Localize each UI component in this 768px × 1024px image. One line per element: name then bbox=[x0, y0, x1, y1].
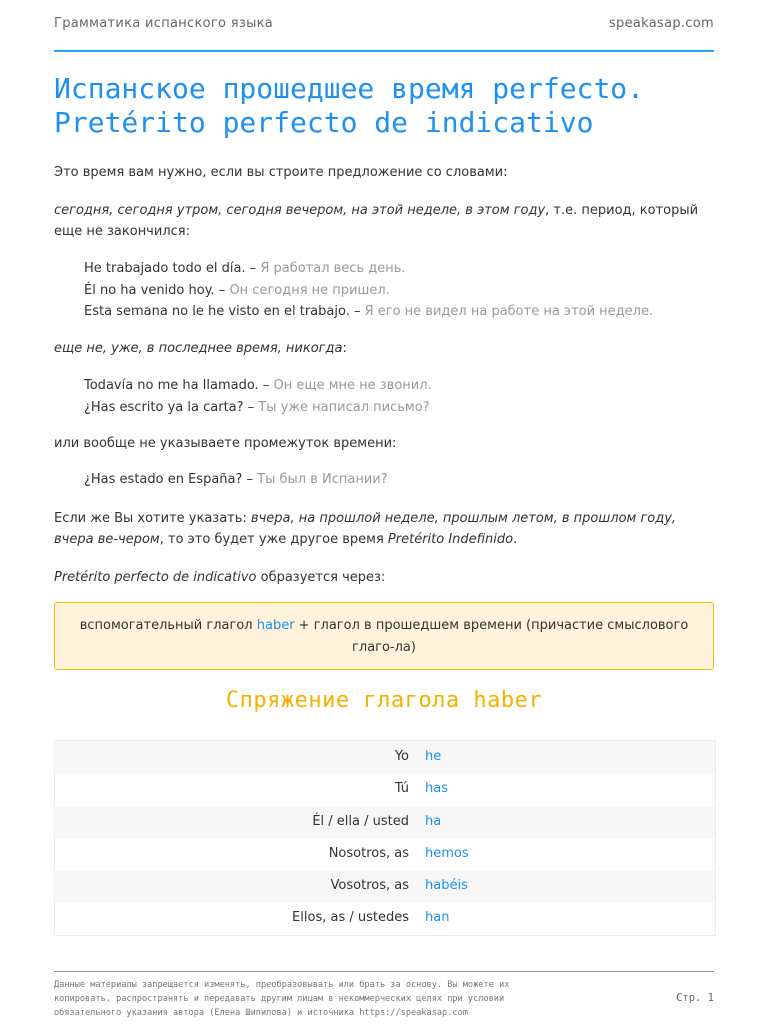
formation-callout bbox=[54, 602, 714, 670]
indefinido-pre: Если же Вы хотите указать: bbox=[54, 511, 251, 526]
footer-line: обязательного указания автора (Елена Шипилова) и источника https://speakasap.com bbox=[54, 1008, 468, 1018]
table-verb-form: he bbox=[425, 749, 442, 764]
example-item bbox=[84, 397, 714, 419]
footer-divider bbox=[54, 971, 714, 972]
footer-copyright bbox=[54, 978, 614, 1020]
indefinido-mid: , то это будет уже другое время bbox=[159, 532, 388, 547]
table-pronoun: Yo bbox=[394, 749, 409, 764]
examples-not-yet bbox=[84, 375, 714, 418]
page-header bbox=[54, 16, 714, 34]
formation-callout-text bbox=[69, 615, 699, 659]
intro-text: Это время вам нужно, если вы строите предложение со словами: bbox=[54, 165, 508, 180]
example-translation: Я его не видел на работе на этой неделе. bbox=[364, 304, 654, 319]
table-verb-form: hemos bbox=[425, 845, 469, 861]
page-title-line-2: Pretérito perfecto de indicativo bbox=[54, 106, 594, 139]
formation-text bbox=[54, 567, 714, 588]
table-verb-form: han bbox=[425, 910, 450, 926]
section-indefinido-text bbox=[54, 508, 714, 550]
section-not-yet-keywords: еще не, уже, в последнее время, никогда bbox=[54, 341, 343, 356]
examples-no-period bbox=[84, 469, 714, 491]
example-spanish: ¿Has estado en España? – bbox=[84, 472, 258, 487]
footer-line: Данные материалы запрещается изменять, преобразовывать или брать за основу. Вы можете их bbox=[54, 980, 510, 990]
example-spanish: Él no ha venido hoy. – bbox=[84, 282, 230, 298]
example-translation: Ты был в Испании? bbox=[257, 472, 388, 487]
example-item bbox=[84, 375, 714, 397]
table-row bbox=[55, 838, 715, 870]
table-verb-form: habéis bbox=[425, 878, 468, 894]
example-item bbox=[84, 258, 714, 280]
section-today-keywords: сегодня, сегодня утром, сегодня вечером, на этой неделе, в этом году bbox=[54, 203, 546, 218]
example-spanish: He trabajado todo el día. – bbox=[84, 261, 261, 276]
table-verb-form: ha bbox=[425, 813, 442, 829]
section-not-yet-rest: : bbox=[342, 341, 347, 356]
indefinido-tense: Pretérito Indefinido bbox=[387, 532, 514, 547]
indefinido-end: . bbox=[513, 532, 518, 547]
formation-tense: Pretérito perfecto de indicativo bbox=[54, 570, 257, 585]
table-row bbox=[55, 741, 715, 773]
table-pronoun: Nosotros, as bbox=[328, 845, 409, 861]
example-translation: Он сегодня не пришел. bbox=[229, 282, 390, 298]
header-site-link[interactable]: speakasap.com bbox=[608, 16, 714, 31]
page-title-line-1: Испанское прошедшее время perfecto. bbox=[54, 72, 645, 105]
conjugation-table bbox=[54, 740, 716, 936]
example-translation: Он еще мне не звонил. bbox=[273, 378, 432, 393]
table-pronoun: Ellos, as / ustedes bbox=[292, 910, 409, 926]
example-spanish: ¿Has escrito ya la carta? – bbox=[84, 399, 259, 415]
section-no-period-text: или вообще не указываете промежуток времени: bbox=[54, 436, 397, 451]
section-today-text bbox=[54, 200, 714, 242]
callout-pre: вспомогательный глагол bbox=[79, 618, 257, 633]
callout-post: + глагол в прошедшем времени (причастие смыслового глаго-ла) bbox=[294, 618, 689, 655]
example-translation: Ты уже написал письмо? bbox=[258, 399, 430, 415]
example-item bbox=[84, 280, 714, 302]
table-pronoun: Él / ella / usted bbox=[312, 813, 409, 829]
table-row bbox=[55, 902, 715, 934]
conjugation-heading: Спряжение глагола haber bbox=[225, 688, 543, 713]
examples-today bbox=[84, 258, 714, 323]
header-divider bbox=[54, 50, 714, 52]
example-spanish: Esta semana no le he visto en el trabajo. – bbox=[84, 304, 365, 319]
page-title bbox=[54, 72, 714, 140]
page-number: Стр. 1 bbox=[676, 992, 714, 1004]
example-item bbox=[84, 469, 714, 491]
header-title: Грамматика испанского языка bbox=[54, 16, 274, 31]
section-not-yet-text bbox=[54, 338, 714, 359]
callout-keyword-haber: haber bbox=[256, 618, 295, 633]
table-row bbox=[55, 870, 715, 902]
example-translation: Я работал весь день. bbox=[260, 261, 406, 276]
example-item bbox=[84, 301, 714, 323]
section-today-rest: , т.е. период, который еще не закончился: bbox=[54, 203, 699, 239]
table-row bbox=[55, 773, 715, 805]
table-verb-form: has bbox=[425, 781, 448, 797]
formation-rest: образуется через: bbox=[256, 570, 386, 585]
table-pronoun: Tú bbox=[394, 781, 409, 797]
indefinido-keywords: вчера, на прошлой неделе, прошлым летом, в прошлом году, вчера ве-чером bbox=[54, 511, 677, 547]
table-pronoun: Vosotros, as bbox=[330, 878, 409, 894]
footer-line: копировать, распространять и передавать другим лицам в некоммерческих целях при условии bbox=[54, 994, 505, 1004]
example-spanish: Todavía no me ha llamado. – bbox=[84, 378, 274, 393]
table-row bbox=[55, 806, 715, 838]
